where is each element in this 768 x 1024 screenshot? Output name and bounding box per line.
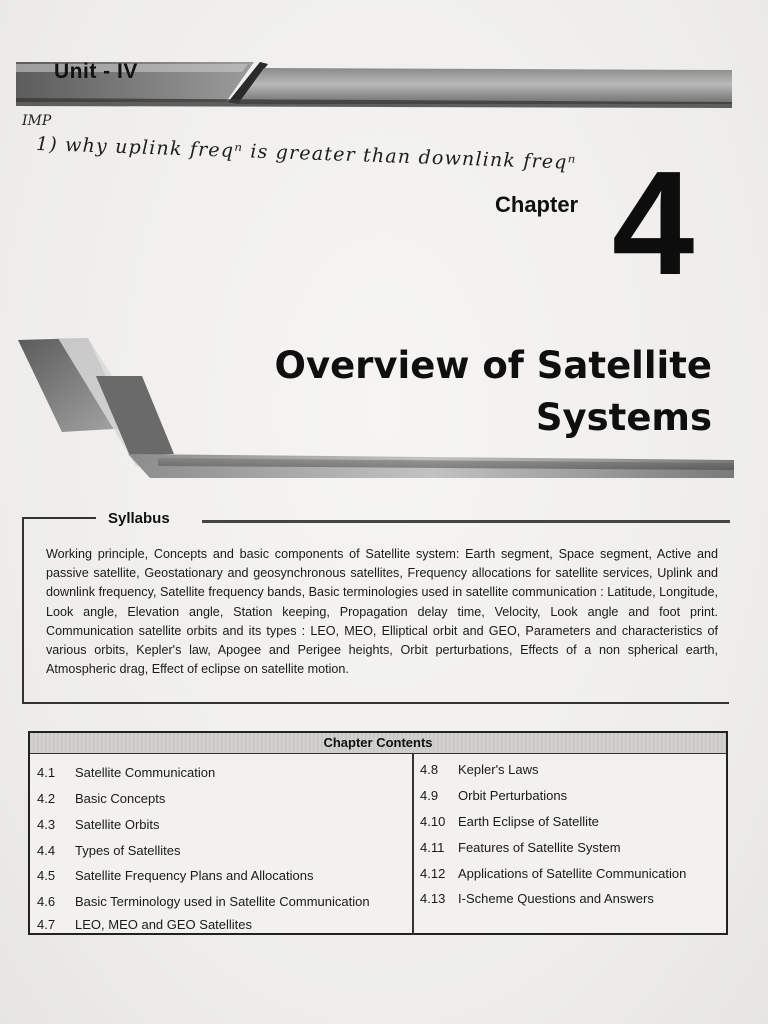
contents-item-number: 4.10 [420,814,446,829]
contents-item-number: 4.3 [37,817,56,832]
contents-item-number: 4.9 [420,788,439,803]
contents-item-number: 4.6 [37,894,56,909]
contents-item-label: Kepler's Laws [458,762,539,777]
contents-item [420,814,599,829]
contents-item-number: 4.13 [420,891,446,906]
contents-item [420,788,567,803]
contents-item-label: Satellite Frequency Plans and Allocations [75,868,314,883]
contents-item-label: Earth Eclipse of Satellite [458,814,599,829]
contents-item-number: 4.12 [420,866,446,881]
contents-item [37,791,165,806]
contents-item-label: Satellite Communication [75,765,216,780]
syllabus-rule-left [22,517,96,519]
contents-item [37,843,181,858]
chapter-number: 4 [612,141,695,306]
contents-item-number: 4.2 [37,791,56,806]
contents-item [37,817,160,832]
contents-item-label: Orbit Perturbations [458,788,568,803]
handwritten-imp-tag: IMP [22,113,52,129]
contents-item [37,894,370,909]
contents-item-label: LEO, MEO and GEO Satellites [75,917,253,932]
contents-heading: Chapter Contents [323,735,433,750]
contents-item [37,917,252,932]
contents-item [420,840,621,855]
syllabus-text: Working principle, Concepts and basic components of Satellite system: Earth segment, Space segment, Active and passive satellite, Geostationary and geosynchronous satellites, Frequency allocations for satellite services, Uplink and downlink frequency, Satellite frequency bands, Basic terminologies used in satellite communication : Latitude, Longitude, Look angle, Elevation angle, Station keeping, Propagation delay time, Velocity, Look angle and foot print. Communication satellite orbits and its types : LEO, MEO, Elliptical orbit and GEO, Parameters and characteristics of various orbits, Kepler's law, Apogee and Perigee heights, Orbit perturbations, Effects of a non spherical earth, Atmospheric drag, Effect of eclipse on satellite motion. [46,547,718,677]
contents-item-label: Basic Concepts [75,791,166,806]
contents-item [420,866,686,881]
contents-item [37,868,313,883]
contents-item-label: Features of Satellite System [458,840,621,855]
contents-item-number: 4.5 [37,868,56,883]
contents-item-number: 4.1 [37,765,56,780]
unit-label: Unit - IV [54,60,138,83]
contents-item-label: Applications of Satellite Communication [458,866,687,881]
contents-item-label: Basic Terminology used in Satellite Communication [75,894,370,909]
syllabus-heading: Syllabus [108,510,170,527]
chapter-contents-table [28,731,728,935]
contents-item [37,765,215,780]
chapter-title [192,340,712,444]
handwritten-note: 1) why uplink freqⁿ is greater than downlink freqⁿ [35,133,577,174]
contents-item [420,762,539,777]
chapter-word: Chapter [495,192,579,217]
chapter-title-line1: Overview of Satellite [274,344,712,387]
contents-item-label: Types of Satellites [75,843,181,858]
contents-item-number: 4.4 [37,843,56,858]
syllabus-rule-right [202,520,730,523]
contents-item-number: 4.7 [37,917,56,932]
contents-column-divider [412,753,414,935]
contents-item-number: 4.11 [420,840,445,855]
contents-item [420,891,654,906]
contents-item-label: Satellite Orbits [75,817,160,832]
contents-item-number: 4.8 [420,762,439,777]
chapter-title-line2: Systems [535,396,712,439]
contents-item-label: I-Scheme Questions and Answers [458,891,654,906]
